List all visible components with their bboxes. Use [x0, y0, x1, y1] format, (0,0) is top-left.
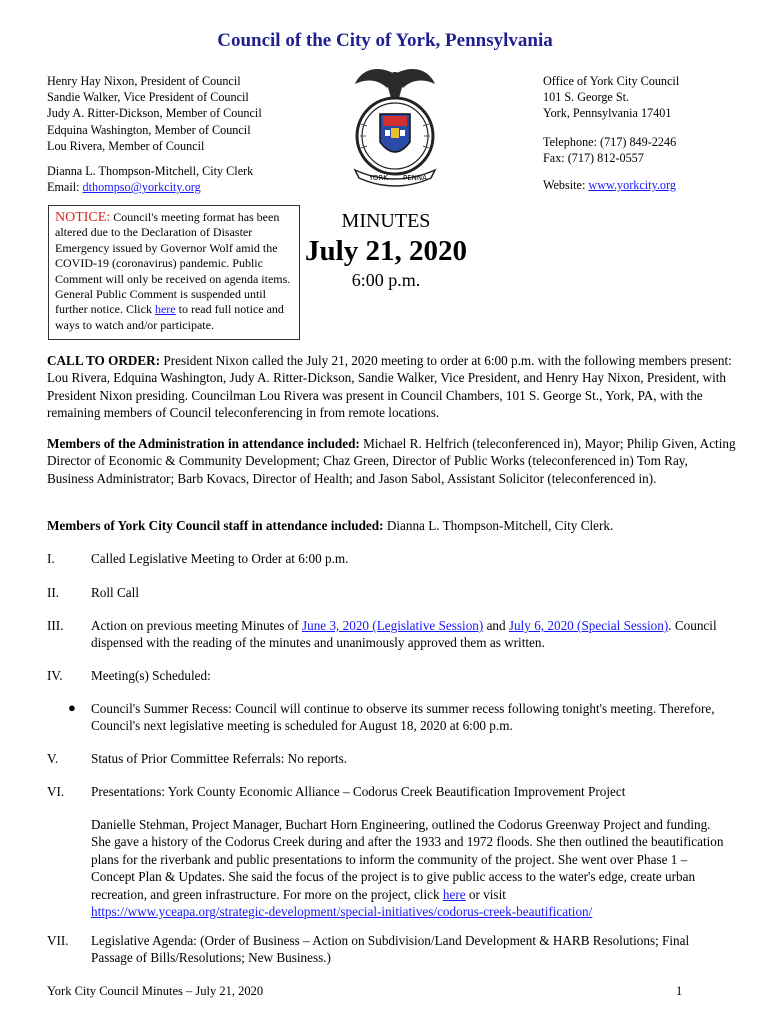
presentation-or-visit: or visit — [465, 886, 506, 902]
item-text: Presentations: York County Economic Alliance – Codorus Creek Beautification Improvement Project — [91, 784, 626, 799]
minutes-time: 6:00 p.m. — [351, 270, 421, 290]
administration-attendance — [47, 435, 737, 487]
summer-recess-text: Council will continue to observe its summer recess following tonight's meeting. Therefore, Council's next legislative meeting is scheduled for August 18, 2020 at 6:00 p.m. — [91, 701, 715, 734]
presentation-url-link[interactable]: https://www.yceapa.org/strategic-development/special-initiatives/codorus-creek-beautification/ — [91, 904, 593, 920]
clerk-name: Dianna L. Thompson-Mitchell, City Clerk — [47, 164, 254, 178]
item-text-part: Action on previous meeting Minutes of — [91, 618, 302, 633]
footer-title: York City Council Minutes – July 21, 2020 — [47, 984, 264, 998]
clerk-email-label: Email: — [47, 180, 80, 195]
item-text-part: . Council dispensed with the reading of the minutes and unanimously approved them as written. — [91, 618, 717, 651]
item-text: Meeting(s) Scheduled: — [91, 668, 211, 683]
council-members-list — [47, 73, 262, 154]
telephone: Telephone: (717) 849-2246 — [543, 135, 677, 149]
page-number: 1 — [676, 984, 683, 998]
staff-label: Members of York City Council staff in attendance included: — [47, 518, 384, 533]
seal-text-right: PENNA — [403, 174, 427, 182]
eagle-icon — [355, 69, 435, 98]
item-number: IV. — [47, 668, 63, 683]
item-number: III. — [47, 618, 64, 633]
presentation-here-link[interactable]: here — [442, 886, 466, 902]
york-city-seal-logo — [347, 64, 443, 196]
call-to-order-label: CALL TO ORDER: — [47, 353, 161, 368]
minutes-link-june-3[interactable]: June 3, 2020 (Legislative Session) — [301, 618, 484, 633]
council-member: Henry Hay Nixon, President of Council — [47, 74, 241, 88]
office-line: York, Pennsylvania 17401 — [543, 106, 672, 121]
item-number: VI. — [47, 784, 65, 799]
notice-box — [48, 205, 300, 340]
office-line: 101 S. George St. — [543, 90, 630, 105]
item-text-minutes-approval — [91, 617, 731, 652]
item-text: Called Legislative Meeting to Order at 6:00 p.m. — [91, 551, 349, 566]
staff-text: Dianna L. Thompson-Mitchell, City Clerk. — [383, 518, 614, 533]
summer-recess-label: Council's Summer Recess: — [91, 701, 232, 716]
item-text: Legislative Agenda: (Order of Business – Action on Subdivision/Land Development & HARB Resolutions; Final Passage of Bills/Resolutions; New Business.) — [91, 933, 690, 966]
notice-text-end: to read full notice and ways to watch and/or participate. — [55, 302, 284, 332]
item-text: Roll Call — [91, 585, 139, 600]
website-row — [543, 178, 676, 193]
item-text: Status of Prior Committee Referrals: No reports. — [91, 751, 348, 766]
bullet-icon: ● — [68, 700, 76, 715]
item-number: I. — [47, 551, 55, 566]
item-number: V. — [47, 751, 59, 766]
page-title: Council of the City of York, Pennsylvania — [217, 30, 553, 51]
item-number: VII. — [47, 933, 69, 948]
council-member: Judy A. Ritter-Dickson, Member of Council — [47, 106, 262, 121]
council-member: Lou Rivera, Member of Council — [47, 138, 205, 153]
item-text-part: and — [483, 618, 509, 633]
fax: Fax: (717) 812-0557 — [543, 151, 644, 166]
presentation-detail — [91, 816, 731, 920]
clerk-block — [47, 163, 253, 195]
item-number: II. — [47, 585, 60, 600]
office-line: Office of York City Council — [543, 74, 680, 88]
council-member: Edquina Washington, Member of Council — [47, 122, 251, 137]
council-member: Sandie Walker, Vice President of Council — [47, 90, 249, 105]
seal-text-left: YORK — [369, 174, 388, 182]
office-contact — [543, 134, 676, 166]
minutes-heading — [300, 208, 472, 292]
call-to-order — [47, 352, 737, 422]
office-address — [543, 73, 679, 122]
minutes-date: July 21, 2020 — [305, 235, 467, 267]
minutes-label: MINUTES — [341, 210, 431, 232]
clerk-email-row — [47, 179, 253, 195]
website-label: Website: — [543, 178, 586, 192]
notice-text: Council's meeting format has been altered due to the Declaration of Disaster Emergency issued by Governor Wolf amid the COVID-19 (coronavirus) pandemic. Public Comment will only be received on agenda items. General Public Comment is suspended until further notice. Click — [55, 210, 291, 317]
clerk-email-link[interactable]: dthompso@yorkcity.org — [82, 180, 201, 195]
staff-attendance — [47, 517, 737, 534]
notice-label: NOTICE: — [55, 210, 111, 225]
call-to-order-text: President Nixon called the July 21, 2020 meeting to order at 6:00 p.m. with the following members present: Lou Rivera, Edquina Washington, Judy A. Ritter-Dickson, Sandie Walker, Vice President, and Henry Hay Nixon, President, with President Nixon presiding. Councilman Lou Rivera was present in Council Chambers, 101 S. George St., York, PA, with the remaining members of Council teleconferencing in from remote locations. — [47, 353, 732, 421]
summer-recess-bullet — [91, 700, 731, 735]
notice-here-link[interactable]: here — [154, 302, 176, 317]
minutes-link-july-6[interactable]: July 6, 2020 (Special Session) — [508, 618, 669, 633]
administration-label: Members of the Administration in attendance included: — [47, 436, 360, 451]
website-link[interactable]: www.yorkcity.org — [588, 178, 676, 192]
presentation-detail-text: Danielle Stehman, Project Manager, Buchart Horn Engineering, outlined the Codorus Greenway Project and funding. She gave a history of the Codorus Creek during and after the 1933 and 1972 floods. She then outlined the beautification plans for the riverbank and public presentations to inform the community of the project. She went over Phase 1 – Concept Plan & Updates. She said the focus of the project is to give public access to the water's edge, create urban recreation, and green infrastructure. For more on the project, click — [91, 817, 724, 902]
administration-text: Michael R. Helfrich (teleconferenced in), Mayor; Philip Given, Acting Director of Economic & Community Development; Chaz Green, Director of Public Works (teleconferenced in) Tom Ray, Business Administrator; Barb Kovacs, Director of Health; and Jason Sabol, Assistant Solicitor (teleconferenced in). — [47, 436, 736, 486]
